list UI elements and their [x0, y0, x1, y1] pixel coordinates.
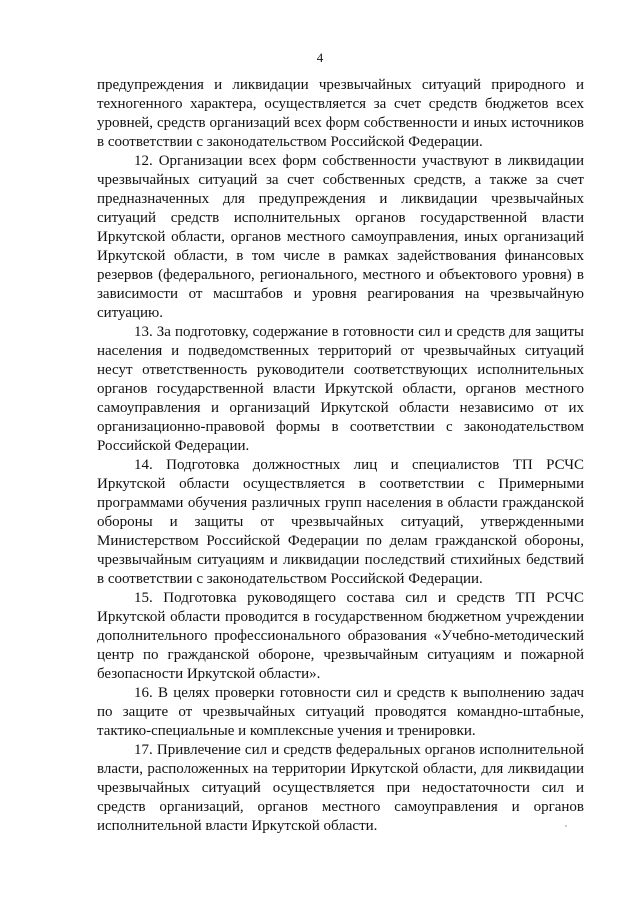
page-number: 4 [316, 50, 324, 65]
paragraph-12: 12. Организации всех форм собственности участвуют в ликвидации чрезвычайных ситуаций за счет собственных средств, а также за счет предназначенных для предупреждения и ликвидации чрезвычайных ситуаций средств исполнительных органов государственной власти Иркутской области, органов местного самоуправления, иных организаций Иркутской области, в том числе в рамках задействования финансовых резервов (федерального, регионального, местного и объектового уровня) в зависимости от масштабов и уровня реагирования на чрезвычайную ситуацию. [97, 153, 584, 321]
paragraph-continuation: предупреждения и ликвидации чрезвычайных ситуаций природного и техногенного характера, осуществляется за счет средств бюджетов всех уровней, средств организаций всех форм собственности и иных источников в соответствии с законодательством Российской Федерации. [97, 77, 584, 150]
paragraph-14: 14. Подготовка должностных лиц и специалистов ТП РСЧС Иркутской области осуществляется в соответствии с Примерными программами обучения различных групп населения в области гражданской обороны и защиты от чрезвычайных ситуаций, утвержденными Министерством Российской Федерации по делам гражданской обороны, чрезвычайным ситуациям и ликвидации последствий стихийных бедствий в соответствии с законодательством Российской Федерации. [97, 457, 584, 587]
document-body [97, 76, 584, 836]
scan-speck [565, 825, 567, 827]
paragraph-16: 16. В целях проверки готовности сил и средств к выполнению задач по защите от чрезвычайных ситуаций проводятся командно-штабные, тактико-специальные и комплексные учения и тренировки. [97, 685, 584, 739]
paragraph-13: 13. За подготовку, содержание в готовности сил и средств для защиты населения и подведомственных территорий от чрезвычайных ситуаций несут ответственность руководители соответствующих исполнительных органов государственной власти Иркутской области, органов местного самоуправления и организаций Иркутской области независимо от их организационно-правовой формы в соответствии с законодательством Российской Федерации. [97, 324, 584, 454]
paragraph-15: 15. Подготовка руководящего состава сил и средств ТП РСЧС Иркутской области проводится в государственном бюджетном учреждении дополнительного профессионального образования «Учебно-методический центр по гражданской обороне, чрезвычайным ситуациям и пожарной безопасности Иркутской области». [97, 590, 584, 682]
paragraph-17: 17. Привлечение сил и средств федеральных органов исполнительной власти, расположенных на территории Иркутской области, для ликвидации чрезвычайных ситуаций осуществляется при недостаточности сил и средств организаций, органов местного самоуправления и органов исполнительной власти Иркутской области. [97, 742, 584, 834]
